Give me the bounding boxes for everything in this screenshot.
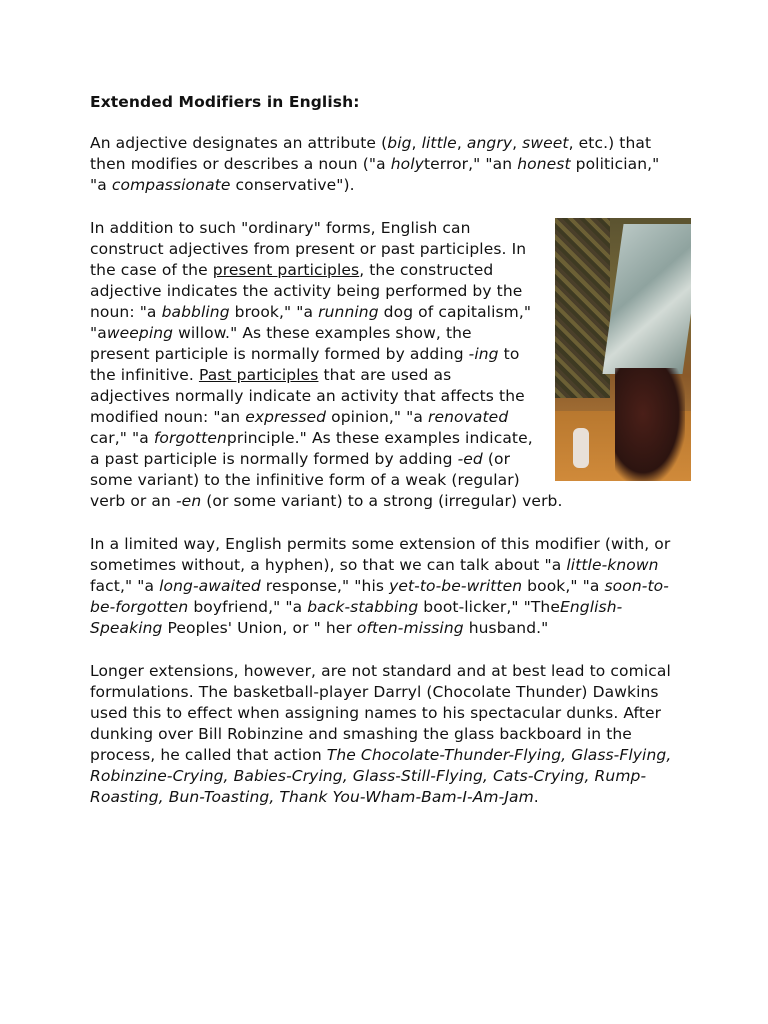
suffix: -ed [457,450,483,468]
document-body [90,92,680,830]
photo-shattering-glass [602,224,691,374]
text-run: , etc.) that then modifies or describes a noun ("a [90,134,652,173]
example-word: expressed [245,408,327,426]
text-run: (or some variant) to the infinitive form of a weak (regular) verb or an [90,450,520,510]
text-run: In addition to such "ordinary" forms, English can construct adjectives from present or past participles. In the case of the [90,219,527,279]
example-word: sweet [522,134,569,152]
text-run: politician," "a [90,155,660,194]
text-run: car," "a [90,429,154,447]
example-word: often-missing [356,619,464,637]
text-run: boot-licker," "The [418,598,560,616]
page-title: Extended Modifiers in English: [90,93,360,111]
text-run: husband." [463,619,549,637]
text-run: conservative"). [230,176,355,194]
example-word: little [421,134,457,152]
text-run: Peoples' Union, or " her [162,619,357,637]
example-word: compassionate [111,176,231,194]
text-run: that are used as adjectives normally indicate an activity that affects the modified noun: "an [90,366,525,426]
text-run: to the infinitive. [90,345,520,384]
example-word: honest [517,155,571,173]
basketball-dunk-photo [555,218,691,481]
example-word: little-known [566,556,659,574]
text-run: , the constructed adjective indicates the activity being performed by the noun: "a [90,261,523,321]
text-run: brook," "a [229,303,319,321]
text-run: fact," "a [90,577,160,595]
example-word: big [387,134,412,152]
example-word: long-awaited [159,577,261,595]
paragraph-participles [90,218,680,512]
suffix: -en [175,492,202,510]
example-word: yet-to-be-written [389,577,523,595]
text-run: (or some variant) to a strong (irregular) verb. [201,492,563,510]
text-run: dog of capitalism," "a [90,303,532,342]
example-word: holy [390,155,424,173]
text-run: book," "a [522,577,605,595]
example-word: weeping [106,324,174,342]
text-run: . [533,788,539,806]
dunk-name: The Chocolate-Thunder-Flying, Glass-Flying, Robinzine-Crying, Babies-Crying, Glass-Still-Flying, Cats-Crying, Rump-Roasting, Bun-Toasting, Thank You-Wham-Bam-I-Am-Jam [90,746,672,806]
example-word: soon-to-be-forgotten [90,577,669,616]
photo-referee [573,428,589,468]
text-run: In a limited way, English permits some extension of this modifier (with, or sometimes without, a hyphen), so that we can talk about "a [90,535,671,574]
paragraph-longer-extensions [90,661,680,808]
past-participles-link[interactable]: Past participles [198,366,319,384]
example-word: English-Speaking [90,598,623,637]
text-run: terror," "an [423,155,518,173]
example-word: running [318,303,379,321]
photo-player [615,368,685,481]
text-run: , [456,134,467,152]
text-run: response," "his [260,577,390,595]
suffix: -ing [468,345,499,363]
example-word: babbling [161,303,230,321]
paragraph-extensions [90,534,680,639]
example-word: back-stabbing [307,598,419,616]
example-word: renovated [428,408,509,426]
example-word: forgotten [153,429,227,447]
text-run: An adjective designates an attribute ( [90,134,388,152]
text-run: opinion," "a [326,408,429,426]
text-run: , [411,134,422,152]
example-word: angry [466,134,513,152]
text-run: Longer extensions, however, are not standard and at best lead to comical formulations. The basketball-player Darryl (Chocolate Thunder) Dawkins used this to effect when assigning names to his spectacular dunks. After dunking over Bill Robinzine and smashing the glass backboard in the process, he called that action [90,662,671,764]
text-run: willow." As these examples show, the present participle is normally formed by adding [90,324,472,363]
text-run: principle." As these examples indicate, a past participle is normally formed by adding [90,429,533,468]
present-participles-link[interactable]: present participles [212,261,360,279]
text-run: , [512,134,523,152]
paragraph-adjectives [90,133,680,196]
text-run: boyfriend," "a [188,598,308,616]
